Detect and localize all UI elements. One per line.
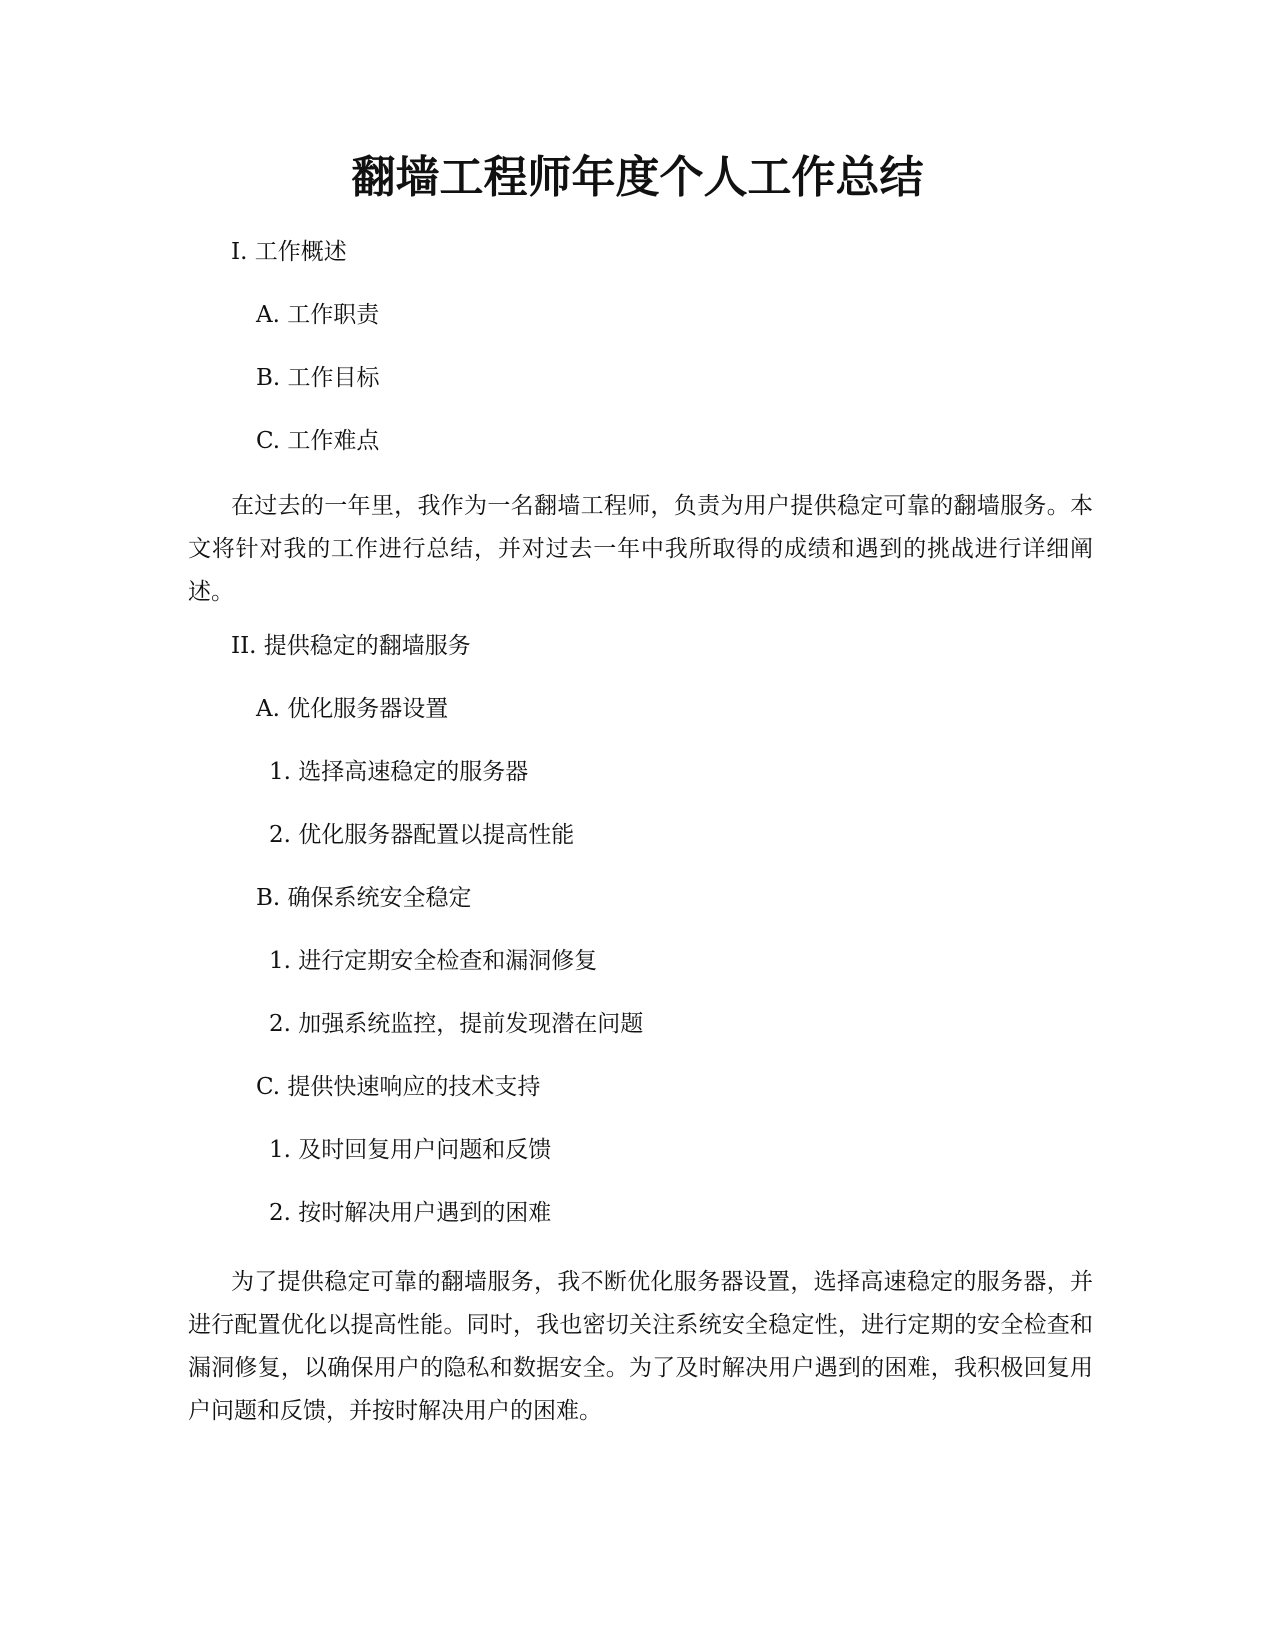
closing-paragraph: 为了提供稳定可靠的翻墙服务，我不断优化服务器设置，选择高速稳定的服务器，并进行配置优化以提高性能。同时，我也密切关注系统安全稳定性，进行定期的安全检查和漏洞修复，以确保用户的隐私和数据安全。为了及时解决用户遇到的困难，我积极回复用户问题和反馈，并按时解决用户的困难。 — [188, 1269, 1093, 1424]
section-heading-2: II. 提供稳定的翻墙服务 — [231, 633, 471, 659]
outline-subitem: 2. 加强系统监控，提前发现潜在问题 — [269, 1011, 644, 1037]
outline-item: C. 工作难点 — [256, 428, 380, 454]
subsection-label: C. 提供快速响应的技术支持 — [256, 1074, 541, 1100]
document-title: 翻墙工程师年度个人工作总结 — [351, 152, 924, 203]
outline-item: B. 工作目标 — [256, 365, 380, 391]
subsection-label: A. 优化服务器设置 — [256, 696, 449, 722]
outline-subitem: 1. 选择高速稳定的服务器 — [269, 759, 529, 785]
outline-subitem: 2. 按时解决用户遇到的困难 — [269, 1200, 552, 1226]
intro-paragraph: 在过去的一年里，我作为一名翻墙工程师，负责为用户提供稳定可靠的翻墙服务。本文将针对我的工作进行总结，并对过去一年中我所取得的成绩和遇到的挑战进行详细阐述。 — [188, 493, 1093, 605]
outline-subitem: 1. 进行定期安全检查和漏洞修复 — [269, 948, 598, 974]
outline-subitem: 2. 优化服务器配置以提高性能 — [269, 822, 575, 848]
outline-item: A. 工作职责 — [256, 302, 380, 328]
outline-subitem: 1. 及时回复用户问题和反馈 — [269, 1137, 552, 1163]
section-heading-1: I. 工作概述 — [231, 239, 347, 265]
subsection-label: B. 确保系统安全稳定 — [256, 885, 472, 911]
